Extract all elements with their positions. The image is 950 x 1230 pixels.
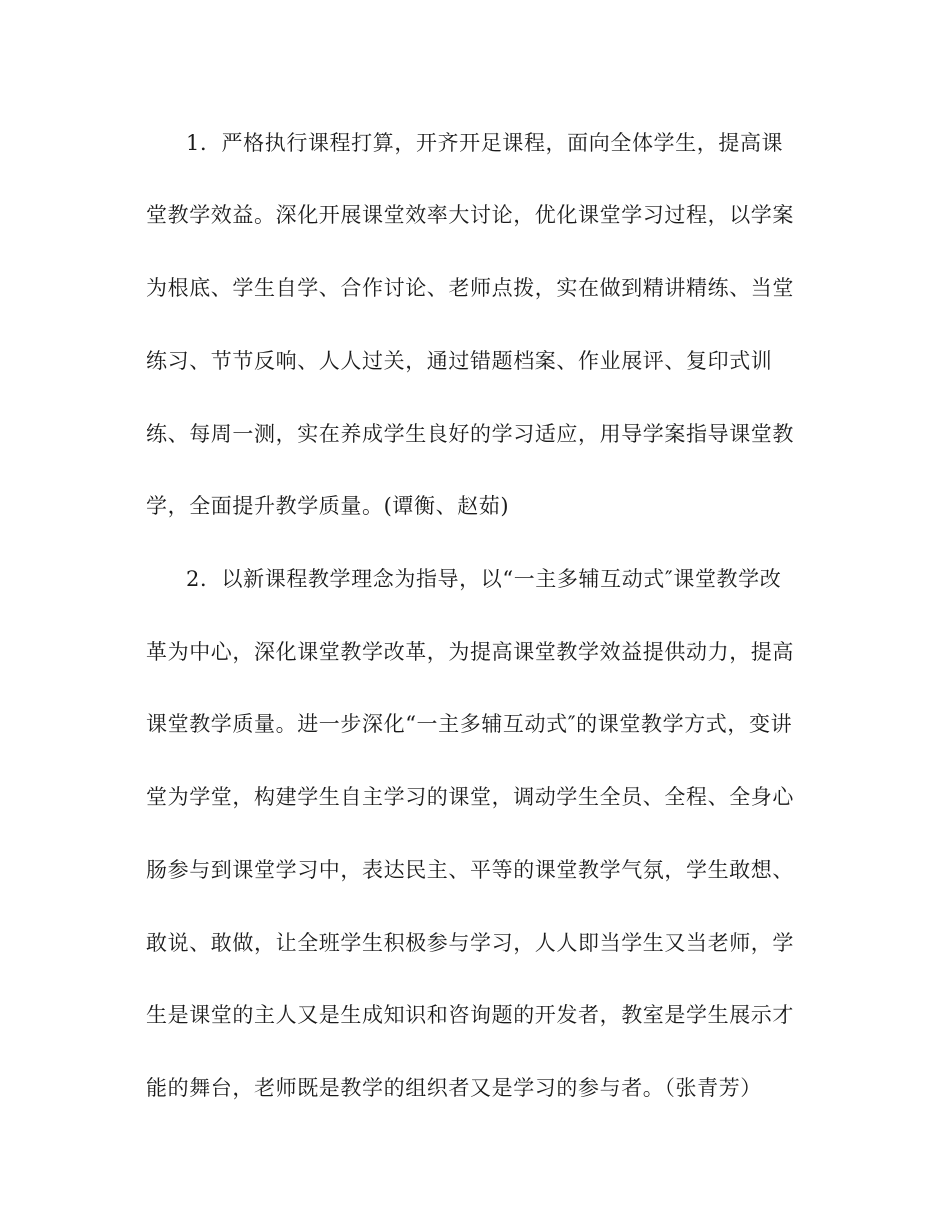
paragraph-line: 革为中心，深化课堂教学改革，为提高课堂教学效益提供动力，提高 (146, 640, 794, 664)
paragraph-line: 1．严格执行课程打算，开齐开足课程，面向全体学生，提高课 (186, 131, 784, 155)
paragraph-line: 2．以新课程教学理念为指导，以“一主多辅互动式″课堂教学改 (186, 567, 782, 591)
paragraph-line: 练、每周一测，实在养成学生良好的学习适应，用导学案指导课堂教 (146, 422, 794, 446)
paragraph-line: 堂为学堂，构建学生自主学习的课堂，调动学生全员、全程、全身心 (146, 785, 794, 809)
paragraph-line: 敢说、敢做，让全班学生积极参与学习，人人即当学生又当老师，学 (146, 931, 794, 955)
paragraph-line: 生是课堂的主人又是生成知识和咨询题的开发者，教室是学生展示才 (146, 1003, 794, 1027)
paragraph-line: 肠参与到课堂学习中，表达民主、平等的课堂教学气氛，学生敢想、 (146, 858, 794, 882)
paragraph-line: 堂教学效益。深化开展课堂效率大讨论，优化课堂学习过程，以学案 (146, 203, 794, 227)
paragraph-line: 课堂教学质量。进一步深化“一主多辅互动式″的课堂教学方式，变讲 (146, 712, 793, 736)
paragraph-line: 学，全面提升教学质量。(谭衡、赵茹) (146, 494, 510, 518)
paragraph-line: 练习、节节反响、人人过关，通过错题档案、作业展评、复印式训 (146, 349, 773, 373)
paragraph-line: 为根底、学生自学、合作讨论、老师点拨，实在做到精讲精练、当堂 (146, 276, 794, 300)
paragraph-line: 能的舞台，老师既是教学的组织者又是学习的参与者。（张青芳） (146, 1076, 762, 1100)
